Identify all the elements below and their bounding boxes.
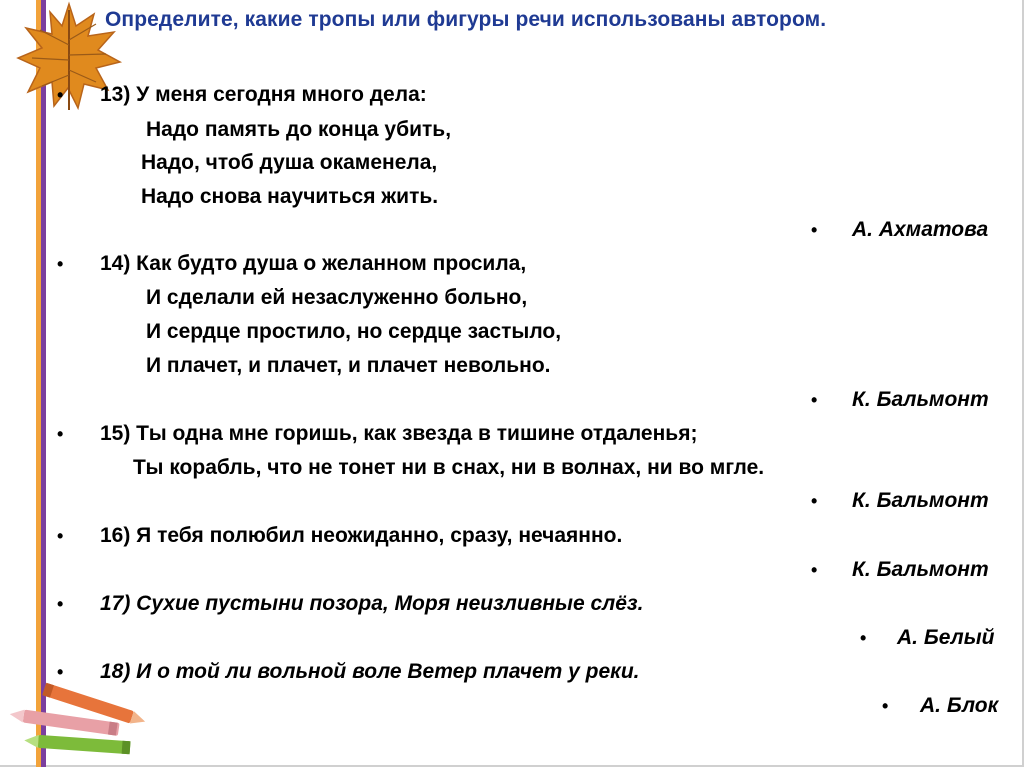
- bullet-icon: •: [811, 491, 818, 511]
- poem-author: А. Белый: [897, 626, 995, 649]
- bullet-icon: •: [57, 662, 64, 682]
- poem-line: 17) Сухие пустыни позора, Моря неизливные слёз.: [100, 592, 644, 615]
- bullet-icon: •: [57, 85, 64, 105]
- poem-line: Ты корабль, что не тонет ни в снах, ни в волнах, ни во мгле.: [133, 456, 765, 479]
- poem-line: И плачет, и плачет, и плачет невольно.: [146, 354, 551, 377]
- bullet-icon: •: [57, 526, 64, 546]
- bullet-icon: •: [811, 560, 818, 580]
- poem-line: Надо снова научиться жить.: [141, 185, 439, 208]
- poem-line: 13) У меня сегодня много дела:: [100, 83, 427, 106]
- bullet-icon: •: [57, 424, 64, 444]
- crayons-icon: [8, 682, 158, 767]
- poem-line: Надо память до конца убить,: [146, 118, 452, 141]
- poem-line: И сделали ей незаслуженно больно,: [146, 286, 528, 309]
- poem-author: А. Блок: [920, 694, 999, 717]
- poem-line: И сердце простило, но сердце застыло,: [146, 320, 562, 343]
- poem-author: А. Ахматова: [852, 218, 989, 241]
- poem-line: 18) И о той ли вольной воле Ветер плачет у реки.: [100, 660, 640, 683]
- bullet-icon: •: [811, 220, 818, 240]
- bullet-icon: •: [57, 254, 64, 274]
- poem-line: 16) Я тебя полюбил неожиданно, сразу, нечаянно.: [100, 524, 623, 547]
- poem-line: Надо, чтоб душа окаменела,: [141, 151, 438, 174]
- bullet-icon: •: [882, 696, 889, 716]
- poem-line: 14) Как будто душа о желанном просила,: [100, 252, 527, 275]
- bullet-icon: •: [860, 628, 867, 648]
- poem-author: К. Бальмонт: [852, 388, 989, 411]
- poem-line: 15) Ты одна мне горишь, как звезда в тишине отдаленья;: [100, 422, 698, 445]
- poem-author: К. Бальмонт: [852, 558, 989, 581]
- bullet-icon: •: [57, 594, 64, 614]
- slide-title: Определите, какие тропы или фигуры речи использованы автором.: [105, 8, 827, 31]
- bullet-icon: •: [811, 390, 818, 410]
- poem-author: К. Бальмонт: [852, 489, 989, 512]
